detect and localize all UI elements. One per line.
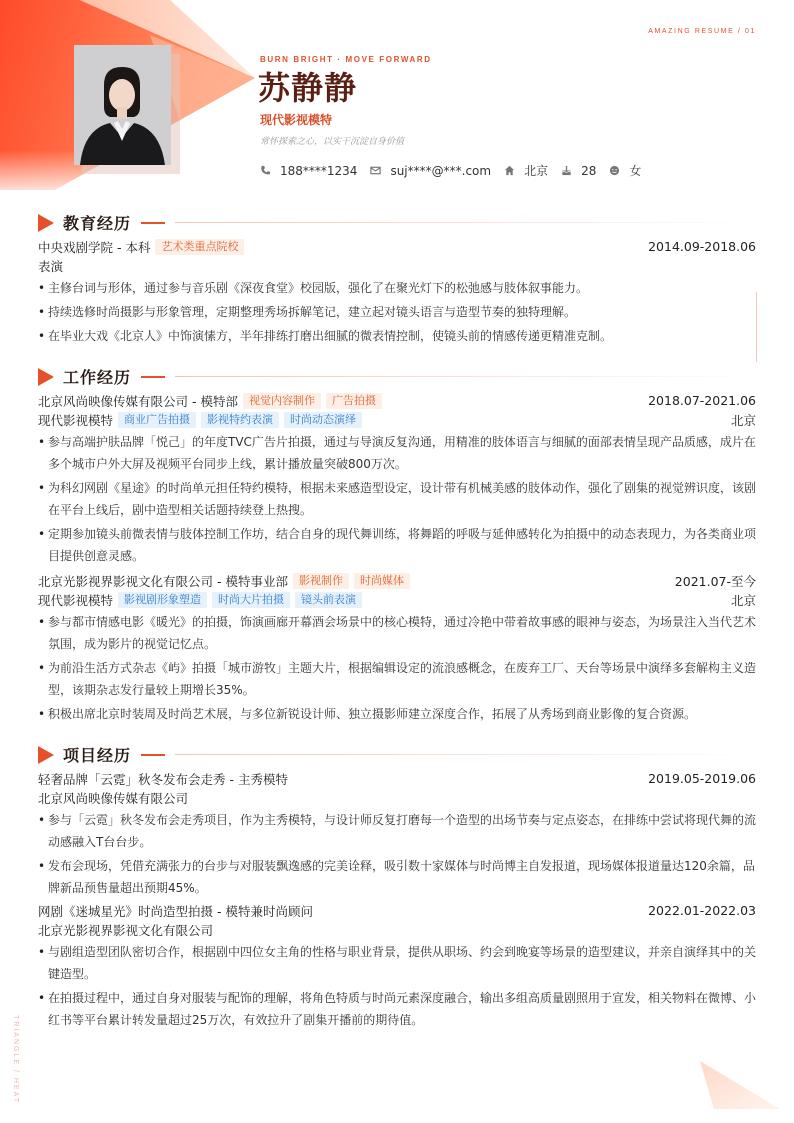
corner-decoration: [700, 1061, 780, 1111]
skill-tag: 影视特约表演: [201, 412, 279, 428]
company-tag: 时尚媒体: [354, 573, 410, 589]
school-name: 中央戏剧学院 - 本科: [38, 239, 151, 255]
triangle-icon: [38, 214, 54, 232]
project-date: 2019.05-2019.06: [648, 771, 756, 786]
section-dash: [141, 222, 165, 224]
education-major: 表演: [38, 258, 64, 274]
project-date: 2022.01-2022.03: [648, 903, 756, 918]
section-education-title: [38, 211, 758, 234]
list-item: • 与剧组造型团队密切合作，根据剧中四位女主角的性格与职业背景，提供从职场、约会到晚宴等场景的造型建议，并亲自演绎其中的关键造型。: [38, 941, 756, 985]
work-city: 北京: [730, 412, 756, 428]
phone-text: 188****1234: [280, 163, 358, 178]
candidate-role: 现代影视模特: [260, 113, 333, 127]
email-text: suj****@***.com: [390, 163, 492, 178]
triangle-icon: [38, 368, 54, 386]
position-name: 现代影视模特: [38, 412, 114, 428]
company-name: 北京风尚映像传媒有限公司 - 模特部: [38, 393, 238, 409]
skill-tag: 镜头前表演: [295, 592, 362, 608]
list-item: • 在毕业大戏《北京人》中饰演愫方，半年排练打磨出细腻的微表情控制，使镜头前的情感传递更精准克制。: [38, 325, 756, 347]
project-org: 北京风尚映像传媒有限公司: [38, 790, 189, 806]
section-label: 工作经历: [63, 368, 132, 387]
skill-tag: 商业广告拍摄: [118, 412, 196, 428]
work-entry-1: [38, 391, 756, 569]
work-city: 北京: [730, 592, 756, 608]
company-name: 北京光影视界影视文化有限公司 - 模特事业部: [38, 573, 288, 589]
side-text: TRIANGLE / HEAT: [12, 1015, 19, 1104]
work-date: 2021.07-至今: [674, 573, 756, 589]
phone-icon: [260, 165, 271, 176]
school-tag: 艺术类重点院校: [155, 239, 244, 255]
section-dash: [141, 376, 165, 378]
list-item: • 持续选修时尚摄影与形象管理，定期整理秀场拆解笔记，建立起对镜头语言与造型节奏的独特理解。: [38, 301, 756, 323]
project-entry-2: [38, 901, 756, 1033]
section-line: [175, 754, 758, 755]
gender-text: 女: [629, 164, 642, 178]
mail-icon: [370, 165, 381, 176]
section-dash: [141, 754, 165, 756]
list-item: • 参与「云霓」秋冬发布会走秀项目，作为主秀模特，与设计师反复打磨每一个造型的出场节奏与定点姿态，在排练中尝试将现代舞的流动感融入T台台步。: [38, 809, 756, 853]
work-date: 2018.07-2021.06: [648, 393, 756, 408]
top-tag: AMAZING RESUME / 01: [648, 28, 756, 35]
triangle-icon: [38, 746, 54, 764]
project-name: 轻奢品牌「云霓」秋冬发布会走秀 - 主秀模特: [38, 771, 288, 787]
skill-tag: 影视剧形象塑造: [118, 592, 207, 608]
project-entry-1: [38, 769, 756, 901]
list-item: • 积极出席北京时装周及时尚艺术展，与多位新锐设计师、独立摄影师建立深度合作，拓展了从秀场到商业影像的复合资源。: [38, 703, 756, 725]
position-name: 现代影视模特: [38, 592, 114, 608]
project-bullets: [38, 809, 756, 899]
contact-row: [260, 162, 654, 179]
project-bullets: [38, 941, 756, 1031]
company-tag: 视觉内容制作: [243, 393, 321, 409]
section-line: [175, 376, 758, 377]
list-item: • 为前沿生活方式杂志《屿》拍摄「城市游牧」主题大片，根据编辑设定的流浪感概念，在废弃工厂、天台等场景中演绎多套解构主义造型，该期杂志发行量较上期增长35%。: [38, 657, 756, 701]
education-entry: [38, 237, 756, 349]
skill-tag: 时尚大片拍摄: [212, 592, 290, 608]
city-text: 北京: [524, 164, 549, 178]
section-work-title: [38, 365, 758, 388]
side-divider: [756, 292, 757, 362]
education-bullets: [38, 277, 756, 347]
age-text: 28: [581, 163, 597, 178]
list-item: • 主修台词与形体，通过参与音乐剧《深夜食堂》校园版，强化了在聚光灯下的松弛感与肢体叙事能力。: [38, 277, 756, 299]
project-name: 网剧《迷城星光》时尚造型拍摄 - 模特兼时尚顾问: [38, 903, 313, 919]
list-item: • 为科幻网剧《星途》的时尚单元担任特约模特，根据未来感造型设定，设计带有机械美感的肢体动作，强化了剧集的视觉辨识度，该剧在平台上线后，剧中造型相关话题持续登上热搜。: [38, 477, 756, 521]
candidate-name: 苏静静: [258, 69, 358, 107]
list-item: • 发布会现场，凭借充满张力的台步与对服装飘逸感的完美诠释，吸引数十家媒体与时尚博主自发报道，现场媒体报道量达120余篇，品牌新品预售量超出预期45%。: [38, 855, 756, 899]
list-item: • 在拍摄过程中，通过自身对服装与配饰的理解，将角色特质与时尚元素深度融合，输出多组高质量剧照用于宣发，相关物料在微博、小红书等平台累计转发量超过25万次，有效拉升了剧集开播前的期待值。: [38, 987, 756, 1031]
company-tag: 影视制作: [293, 573, 349, 589]
contact-city: [504, 162, 548, 179]
education-date: 2014.09-2018.06: [648, 239, 756, 254]
contact-age: [561, 164, 596, 178]
work-bullets: [38, 611, 756, 725]
section-label: 教育经历: [63, 214, 132, 233]
motto: BURN BRIGHT · MOVE FORWARD: [260, 55, 432, 64]
contact-gender: [609, 162, 641, 179]
work-bullets: [38, 431, 756, 567]
section-line: [175, 222, 758, 223]
list-item: • 参与都市情感电影《暖光》的拍摄，饰演画廊开幕酒会场景中的核心模特，通过冷艳中带着故事感的眼神与姿态，为场景注入当代艺术氛围，成为影片的视觉记忆点。: [38, 611, 756, 655]
project-org: 北京光影视界影视文化有限公司: [38, 922, 214, 938]
contact-phone: [260, 164, 357, 178]
list-item: • 参与高端护肤品牌「悦己」的年度TVC广告片拍摄，通过与导演反复沟通，用精准的肢体语言与细腻的面部表情呈现产品质感，成片在多个城市户外大屏及视频平台同步上线，累计播放量突破800万次。: [38, 431, 756, 475]
smile-icon: [609, 165, 620, 176]
work-entry-2: [38, 571, 756, 727]
home-icon: [504, 165, 515, 176]
section-projects-title: [38, 743, 758, 766]
section-label: 项目经历: [63, 746, 132, 765]
cake-icon: [561, 165, 572, 176]
company-tag: 广告拍摄: [326, 393, 382, 409]
profile-photo: [74, 45, 171, 165]
contact-email: [370, 164, 491, 178]
list-item: • 定期参加镜头前微表情与肢体控制工作坊，结合自身的现代舞训练，将舞蹈的呼吸与延伸感转化为拍摄中的动态表现力，为各类商业项目提供创意灵感。: [38, 523, 756, 567]
skill-tag: 时尚动态演绎: [284, 412, 362, 428]
candidate-slogan: 常怀探索之心，以实干沉淀自身价值: [260, 137, 405, 147]
